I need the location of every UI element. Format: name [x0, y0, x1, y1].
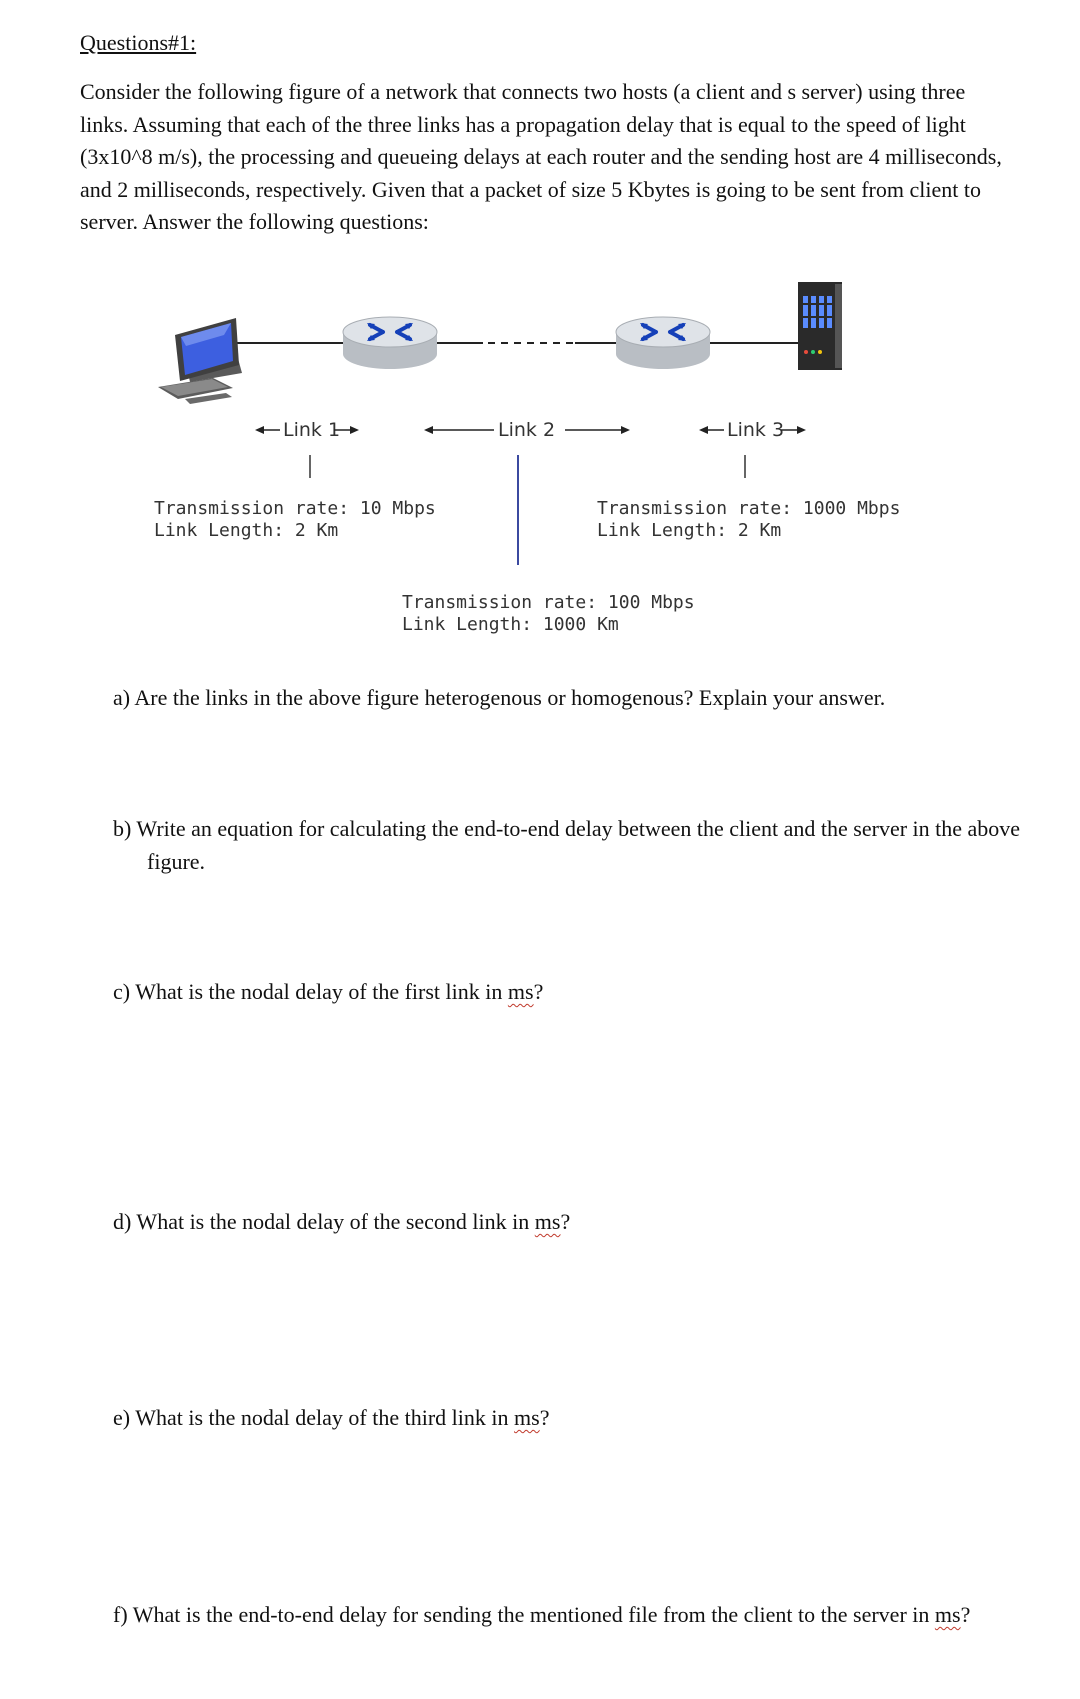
link-2-rate: Transmission rate: 100 Mbps	[402, 592, 695, 613]
server-icon	[798, 282, 842, 370]
unit-ms-spellcheck: ms	[514, 1405, 540, 1430]
unit-ms-spellcheck: ms	[507, 979, 534, 1004]
link-2-label-group	[424, 419, 630, 441]
network-diagram	[0, 280, 1080, 660]
link-3-label: Link 3	[727, 419, 785, 441]
link-2-label: Link 2	[498, 419, 556, 441]
link-3-length: Link Length: 2 Km	[597, 520, 782, 541]
question-b: b) Write an equation for calculating the end-to-end delay between the client and the server in the above figure.	[113, 816, 1021, 874]
question-e: e) What is the nodal delay of the third link in ms?	[113, 1405, 550, 1430]
question-heading: Questions#1:	[80, 30, 197, 55]
question-c: c) What is the nodal delay of the first link in ms?	[113, 979, 544, 1004]
link-1-rate: Transmission rate: 10 Mbps	[154, 498, 436, 519]
link-3-label-group	[699, 419, 806, 441]
router-1-icon	[343, 317, 437, 369]
link-1-label-group	[255, 419, 359, 441]
unit-ms-spellcheck: ms	[534, 1209, 561, 1234]
question-f: f) What is the end-to-end delay for sending the mentioned file from the client to the server in ms?	[113, 1602, 971, 1627]
link-1-label: Link 1	[283, 419, 341, 441]
unit-ms-spellcheck: ms	[934, 1602, 961, 1627]
link-3-rate: Transmission rate: 1000 Mbps	[597, 498, 901, 519]
router-2-icon	[616, 317, 710, 369]
intro-paragraph: Consider the following figure of a network that connects two hosts (a client and s server) using three links. Assuming that each of the three links has a propagation delay that is equal to the speed of light (3x10^8 m/s), the processing and queueing delays at each router and the sending host are 4 milliseconds, and 2 milliseconds, respectively. Given that a packet of size 5 Kbytes is going to be sent from client to server. Answer the following questions:	[80, 79, 1002, 234]
question-a: a) Are the links in the above figure heterogenous or homogenous? Explain your answer.	[113, 685, 886, 710]
question-d: d) What is the nodal delay of the second link in ms?	[113, 1209, 571, 1234]
client-computer-icon	[158, 318, 242, 404]
link-1-length: Link Length: 2 Km	[154, 520, 339, 541]
link-2-length: Link Length: 1000 Km	[402, 614, 619, 635]
